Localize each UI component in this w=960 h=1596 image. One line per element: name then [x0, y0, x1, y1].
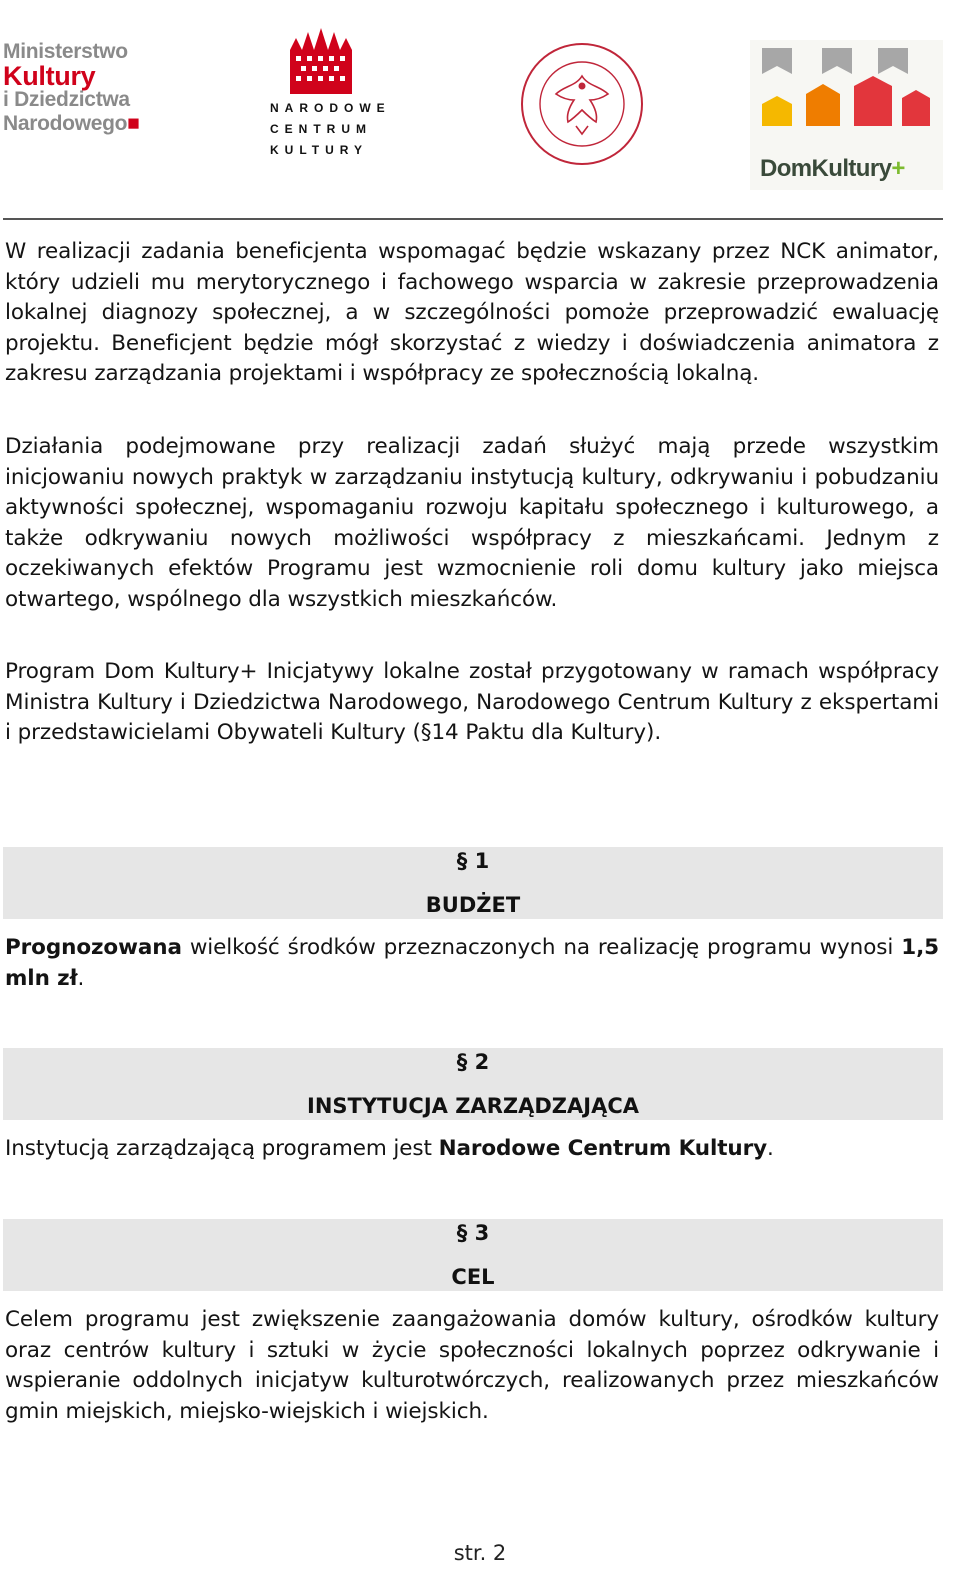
ministry-of-culture-logo [3, 40, 140, 136]
dkp-label-text: DomKultury [760, 155, 892, 182]
obywatele-kultury-seal [520, 42, 644, 170]
section-1-title: BUDŻET [425, 893, 521, 917]
mk-logo-line4 [3, 112, 140, 136]
nck-logo-line2: CENTRUM [270, 122, 372, 136]
section-3-title: CEL [451, 1265, 495, 1289]
intro-paragraph-3: Program Dom Kultury+ Inicjatywy lokalne został przygotowany w ramach współpracy Ministra Kultury i Dziedzictwa Narodowego, Narodowego Centrum Kultury z ekspertami i przedstawicielami Obywateli Kultury (§14 Paktu dla Kultury). [5, 659, 939, 745]
nck-logo-line3: KULTURY [270, 143, 368, 157]
section-1-bold-tail: 1,5 mln zł [5, 935, 939, 991]
dkp-plus-icon: + [891, 155, 905, 182]
nck-pattern-icon [290, 28, 352, 94]
section-3-symbol: § 3 [456, 1221, 490, 1245]
section-3-text: Celem programu jest zwiększenie zaangażowania domów kultury, ośrodków kultury oraz centrów kultury i sztuki w życie społeczności lokalnych poprzez odkrywanie i wspieranie oddolnych inicjatyw kulturotwórczych, realizowanych przez mieszkańców gmin miejskich, miejsko-wiejskich i wiejskich. [5, 1307, 939, 1424]
nck-logo [270, 28, 391, 161]
section-2-text-lead: Instytucją zarządzającą programem jest [5, 1136, 439, 1161]
section-1-text-end: . [77, 965, 85, 991]
intro-paragraph-1: W realizacji zadania beneficjenta wspomagać będzie wskazany przez NCK animator, który udzieli mu merytorycznego i fachowego wsparcia w zakresie przeprowadzenia lokalnej diagnozy społecznej, a w szczególności pomoże przeprowadzić ewaluację projektu. Beneficjent będzie mógł skorzystać z wiedzy i doświadczenia animatora z zakresu zarządzania projektami i współpracy ze społecznością lokalną. [5, 239, 939, 386]
section-2-symbol: § 2 [456, 1050, 490, 1074]
nck-logo-line1: NARODOWE [270, 101, 391, 115]
section-2-bold-tail: Narodowe Centrum Kultury [438, 1136, 768, 1161]
section-1-text-mid: wielkość środków przeznaczonych na realizację programu wynosi [181, 935, 902, 960]
section-1-symbol: § 1 [456, 849, 490, 873]
mk-logo-line2: Kultury [3, 61, 96, 91]
dom-kultury-houses-icon [750, 40, 943, 150]
mk-logo-line1: Ministerstwo [3, 40, 128, 63]
section-1-text [5, 933, 939, 994]
section-2-text-end: . [767, 1136, 774, 1161]
intro-paragraph-2: Działania podejmowane przy realizacji zadań służyć mają przede wszystkim inicjowaniu nowych praktyk w zarządzaniu instytucją kultury, odkrywaniu i pobudzaniu aktywności społecznej, wspomaganiu rozwoju kapitału społecznego i kulturowego, a także odkrywaniu nowych możliwości współpracy z mieszkańcami. Jednym z oczekiwanych efektów Programu jest wzmocnienie roli domu kultury jako miejsca otwartego, wspólnego dla wszystkich mieszkańców. [5, 434, 939, 612]
section-2-title: INSTYTUCJA ZARZĄDZAJĄCA [307, 1094, 639, 1118]
page-number: str. 2 [453, 1541, 507, 1565]
seal-eagle-icon [520, 42, 644, 166]
mk-logo-line3: i Dziedzictwa [3, 88, 130, 111]
header-divider [3, 218, 943, 220]
section-1-bold-lead: Prognozowana [5, 935, 182, 960]
dom-kultury-plus-label [760, 155, 905, 183]
dom-kultury-plus-logo [750, 40, 943, 190]
nck-logo-text [270, 98, 391, 161]
mk-logo-line4-text: Narodowego [3, 112, 128, 135]
mk-logo-dot-icon: ■ [127, 112, 140, 135]
section-2-text [5, 1134, 939, 1165]
